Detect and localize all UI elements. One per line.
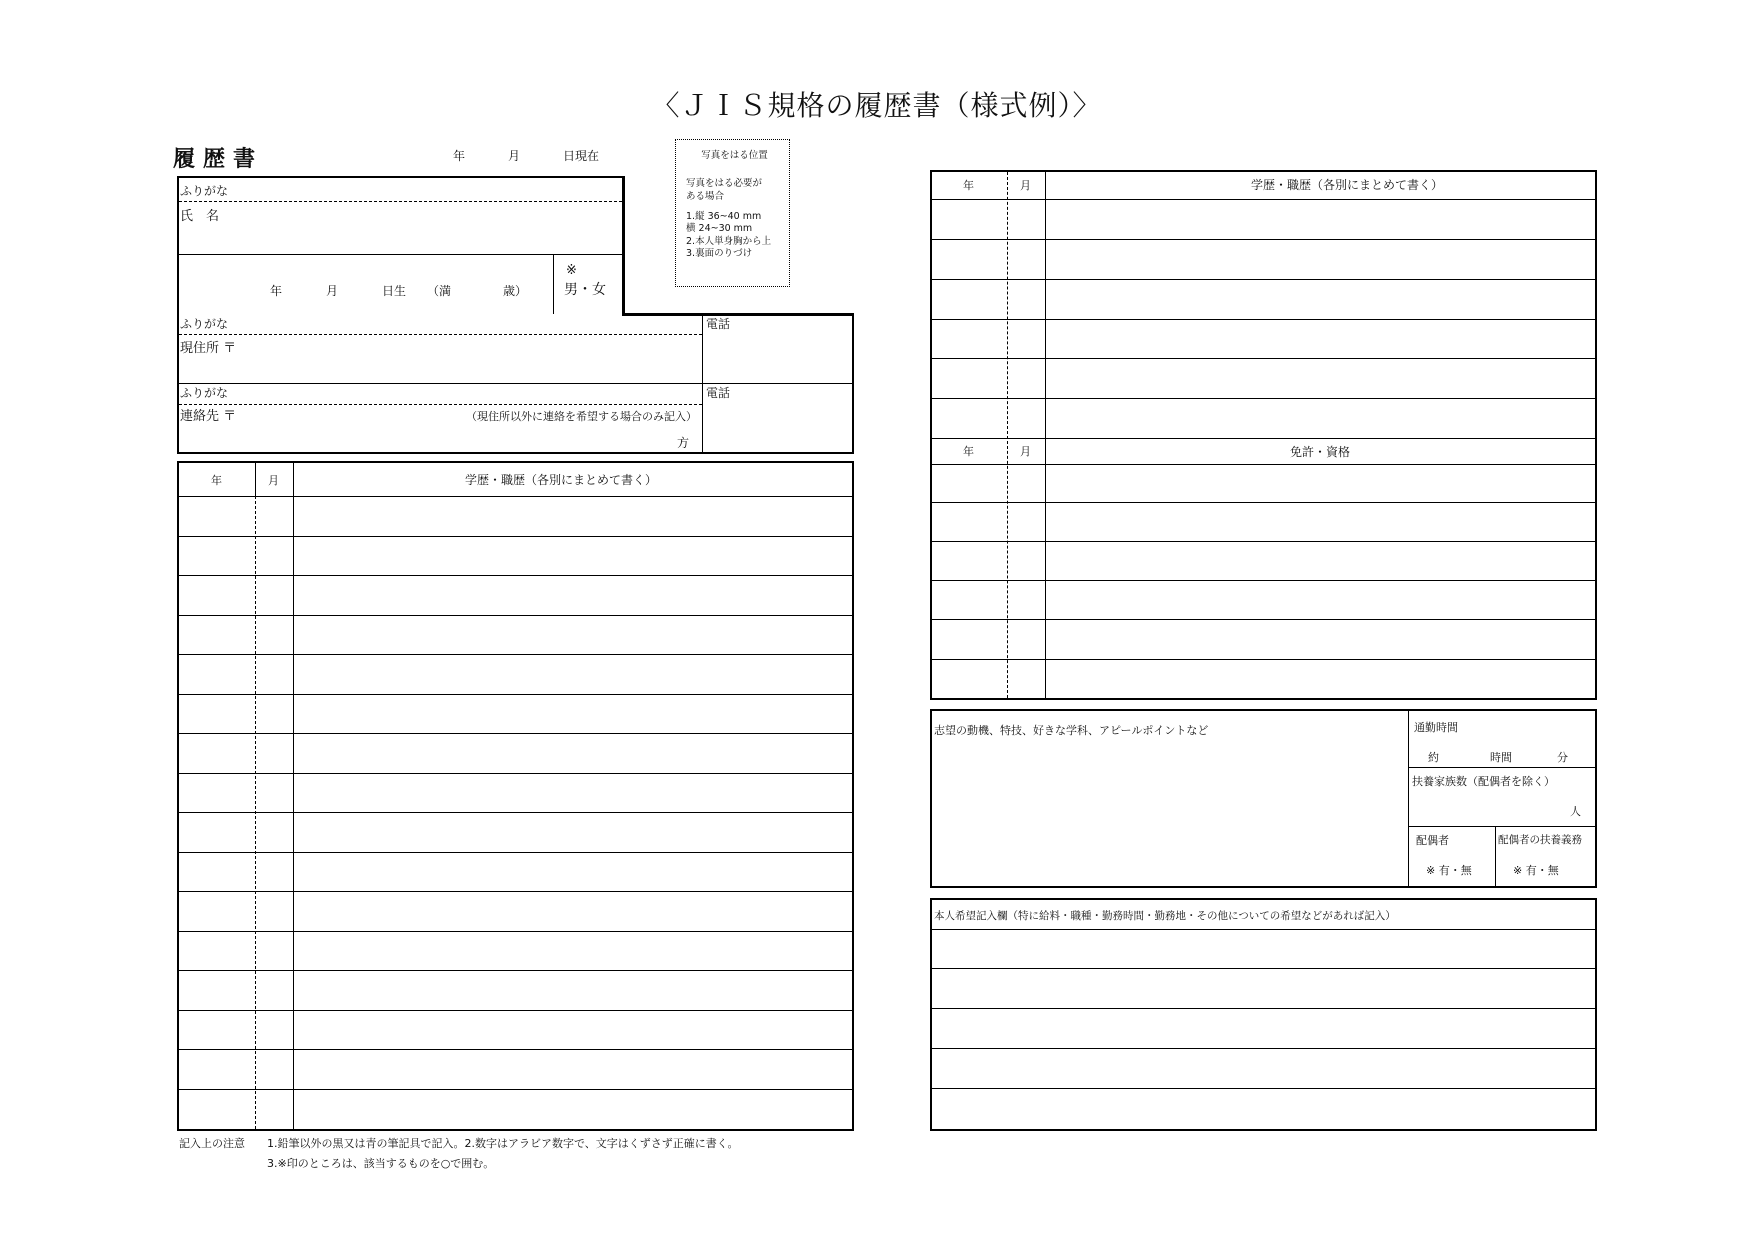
right-month-cell[interactable] xyxy=(1009,543,1044,578)
right-year-cell[interactable] xyxy=(933,360,1006,396)
right-month-cell[interactable] xyxy=(1009,321,1044,356)
right-entry-cell[interactable] xyxy=(1048,360,1593,396)
table-row-divider xyxy=(932,464,1595,465)
table-row-divider xyxy=(932,319,1595,320)
right-month-cell[interactable] xyxy=(1009,400,1044,436)
photo-line2: 横 24~30 mm xyxy=(686,223,753,235)
table-row-divider xyxy=(179,536,852,537)
history-year-cell[interactable] xyxy=(180,1012,254,1048)
history-year-cell[interactable] xyxy=(180,1051,254,1087)
spouse-value[interactable]: ※ 有・無 xyxy=(1426,864,1472,877)
history-year-cell[interactable] xyxy=(180,893,254,929)
table-row-divider xyxy=(932,929,1595,930)
history-month-header: 月 xyxy=(268,474,279,487)
contact-suffix: 方 xyxy=(677,436,690,450)
history-entry-cell[interactable] xyxy=(296,498,851,534)
table-row-divider xyxy=(179,812,852,813)
history-entry-cell[interactable] xyxy=(296,893,851,929)
right-month-cell[interactable] xyxy=(1009,504,1044,539)
age-close-label: 歳） xyxy=(503,284,528,298)
table-row-divider xyxy=(179,615,852,616)
history-column-header: 学歴・職歴（各別にまとめて書く） xyxy=(465,473,658,487)
right-entry-cell[interactable] xyxy=(1048,543,1593,578)
contact-furigana-label: ふりがな xyxy=(180,386,229,400)
phone2-label: 電話 xyxy=(706,386,731,400)
table-row-divider xyxy=(179,733,852,734)
history-entry-cell[interactable] xyxy=(296,617,851,653)
contact-address-field[interactable] xyxy=(240,407,660,451)
table-row-divider xyxy=(179,1089,852,1090)
notes-line1: 1.鉛筆以外の黒又は青の筆記具で記入。2.数字はアラビア数字で、文字はくずさず正確に書く。 xyxy=(267,1137,739,1150)
photo-line4: 3.裏面のりづけ xyxy=(686,248,753,260)
right-entry-cell[interactable] xyxy=(1048,466,1593,500)
requests-entry-cell[interactable] xyxy=(933,931,1593,966)
right-month-cell[interactable] xyxy=(1009,661,1044,696)
photo-note: 写真をはる必要が xyxy=(686,178,763,190)
right-history-year-header: 年 xyxy=(963,179,974,192)
history-month-cell[interactable] xyxy=(257,775,292,811)
right-entry-cell[interactable] xyxy=(1048,504,1593,539)
date-year-label: 年 xyxy=(453,149,466,163)
table-row-divider xyxy=(932,438,1595,439)
photo-line1: 1.縦 36~40 mm xyxy=(686,211,762,223)
table-row-divider xyxy=(932,1088,1595,1089)
history-month-cell[interactable] xyxy=(257,814,292,850)
current-address-label: 現住所 〒 xyxy=(180,341,237,356)
table-row-divider xyxy=(932,358,1595,359)
table-row-divider xyxy=(179,931,852,932)
support-value[interactable]: ※ 有・無 xyxy=(1513,864,1559,877)
table-row-divider xyxy=(179,970,852,971)
history-entry-cell[interactable] xyxy=(296,933,851,969)
commute-about: 約 xyxy=(1428,751,1439,764)
right-month-cell[interactable] xyxy=(1009,360,1044,396)
right-year-cell[interactable] xyxy=(933,543,1006,578)
contact-address-label: 連絡先 〒 xyxy=(180,409,237,424)
history-entry-cell[interactable] xyxy=(296,1051,851,1087)
right-month-cell[interactable] xyxy=(1009,241,1044,277)
page-title: 〈ＪＩＳ規格の履歴書（様式例）〉 xyxy=(651,89,1102,122)
history-year-cell[interactable] xyxy=(180,814,254,850)
phone-field[interactable] xyxy=(704,334,850,381)
history-year-cell[interactable] xyxy=(180,656,254,692)
gender-select[interactable]: 男・女 xyxy=(564,282,606,298)
right-entry-cell[interactable] xyxy=(1048,582,1593,617)
history-year-cell[interactable] xyxy=(180,538,254,574)
history-month-cell[interactable] xyxy=(257,735,292,771)
table-row-divider xyxy=(932,968,1595,969)
history-month-cell[interactable] xyxy=(257,893,292,929)
right-entry-cell[interactable] xyxy=(1048,321,1593,356)
history-header-divider xyxy=(179,496,852,497)
history-month-cell[interactable] xyxy=(257,854,292,890)
table-row-divider xyxy=(179,575,852,576)
right-year-cell[interactable] xyxy=(933,582,1006,617)
photo-line3: 2.本人単身胸から上 xyxy=(686,235,772,247)
table-row-divider xyxy=(932,580,1595,581)
commute-hours: 時間 xyxy=(1490,751,1512,764)
right-year-cell[interactable] xyxy=(933,504,1006,539)
birth-day-label: 日生 xyxy=(382,284,407,298)
history-month-cell[interactable] xyxy=(257,1051,292,1087)
current-address-field[interactable] xyxy=(240,337,700,381)
history-month-cell[interactable] xyxy=(257,972,292,1008)
table-row-divider xyxy=(932,398,1595,399)
notes-line2: 3.※印のところは、該当するものを○で囲む。 xyxy=(267,1157,495,1170)
table-row-divider xyxy=(179,1049,852,1050)
right-month-cell[interactable] xyxy=(1009,281,1044,317)
history-entry-cell[interactable] xyxy=(296,656,851,692)
right-entry-cell[interactable] xyxy=(1048,621,1593,657)
gender-mark: ※ xyxy=(566,263,577,278)
history-entry-cell[interactable] xyxy=(296,775,851,811)
right-year-cell[interactable] xyxy=(933,241,1006,277)
right-history-month-header: 月 xyxy=(1020,179,1031,192)
table-row-divider xyxy=(179,694,852,695)
right-entry-cell[interactable] xyxy=(1048,400,1593,436)
history-entry-cell[interactable] xyxy=(296,696,851,732)
name-field[interactable] xyxy=(180,204,620,252)
history-month-cell[interactable] xyxy=(257,617,292,653)
table-row-divider xyxy=(932,502,1595,503)
phone-label: 電話 xyxy=(706,317,731,331)
table-row-divider xyxy=(932,1048,1595,1049)
history-year-cell[interactable] xyxy=(180,498,254,534)
right-entry-cell[interactable] xyxy=(1048,201,1593,237)
dependents-unit: 人 xyxy=(1570,805,1581,818)
history-entry-cell[interactable] xyxy=(296,854,851,890)
table-row-divider xyxy=(932,1008,1595,1009)
history-year-cell[interactable] xyxy=(180,696,254,732)
history-year-cell[interactable] xyxy=(180,972,254,1008)
table-row-divider xyxy=(932,659,1595,660)
history-entry-cell[interactable] xyxy=(296,972,851,1008)
history-year-cell[interactable] xyxy=(180,735,254,771)
contact-note: （現住所以外に連絡を希望する場合のみ記入） xyxy=(466,410,697,423)
history-entry-cell[interactable] xyxy=(296,735,851,771)
photo-heading: 写真をはる位置 xyxy=(701,150,768,161)
right-year-cell[interactable] xyxy=(933,321,1006,356)
history-year-cell[interactable] xyxy=(180,933,254,969)
birth-year-label: 年 xyxy=(270,284,283,298)
document-title: 履歴書 xyxy=(173,147,264,172)
name-label: 氏 名 xyxy=(180,209,220,224)
history-year-cell[interactable] xyxy=(180,775,254,811)
history-entry-cell[interactable] xyxy=(296,577,851,613)
table-row-divider xyxy=(179,852,852,853)
history-month-cell[interactable] xyxy=(257,1012,292,1048)
license-column-header: 免許・資格 xyxy=(1290,445,1351,459)
date-month-label: 月 xyxy=(508,149,521,163)
phone2-field[interactable] xyxy=(704,403,850,450)
history-month-cell[interactable] xyxy=(257,498,292,534)
table-row-divider xyxy=(179,1010,852,1011)
requests-entry-cell[interactable] xyxy=(933,1010,1593,1046)
right-history-column-header: 学歴・職歴（各別にまとめて書く） xyxy=(1251,178,1444,192)
table-row-divider xyxy=(179,773,852,774)
birthdate-field[interactable] xyxy=(180,257,550,312)
history-month-cell[interactable] xyxy=(257,1091,292,1127)
address-furigana-label: ふりがな xyxy=(180,317,229,331)
right-year-cell[interactable] xyxy=(933,466,1006,500)
requests-entry-cell[interactable] xyxy=(933,1050,1593,1086)
table-row-divider xyxy=(179,891,852,892)
right-entry-cell[interactable] xyxy=(1048,241,1593,277)
right-entry-cell[interactable] xyxy=(1048,281,1593,317)
right-month-cell[interactable] xyxy=(1009,582,1044,617)
right-year-cell[interactable] xyxy=(933,661,1006,696)
birth-month-label: 月 xyxy=(326,284,339,298)
history-month-cell[interactable] xyxy=(257,696,292,732)
table-row-divider xyxy=(179,654,852,655)
history-year-cell[interactable] xyxy=(180,617,254,653)
license-month-header: 月 xyxy=(1020,445,1031,458)
license-year-header: 年 xyxy=(963,445,974,458)
history-year-cell[interactable] xyxy=(180,854,254,890)
history-month-cell[interactable] xyxy=(257,538,292,574)
photo-note2: ある場合 xyxy=(686,190,725,202)
right-entry-cell[interactable] xyxy=(1048,661,1593,696)
name-furigana-label: ふりがな xyxy=(180,184,229,198)
history-entry-cell[interactable] xyxy=(296,1091,851,1127)
spouse-label: 配偶者 xyxy=(1416,834,1449,847)
history-entry-cell[interactable] xyxy=(296,1012,851,1048)
table-row-divider xyxy=(932,279,1595,280)
motivation-label: 志望の動機、特技、好きな学科、アピールポイントなど xyxy=(934,724,1209,737)
photo-placeholder[interactable] xyxy=(675,139,790,287)
right-month-cell[interactable] xyxy=(1009,466,1044,500)
history-year-cell[interactable] xyxy=(180,577,254,613)
table-row-divider xyxy=(932,239,1595,240)
dependents-label: 扶養家族数（配偶者を除く） xyxy=(1412,775,1555,788)
spouse-support-label: 配偶者の扶養義務 xyxy=(1498,834,1582,846)
motivation-field[interactable] xyxy=(933,745,1403,883)
history-year-header: 年 xyxy=(211,474,222,487)
history-month-cell[interactable] xyxy=(257,577,292,613)
notes-label: 記入上の注意 xyxy=(179,1137,245,1150)
requests-entry-cell[interactable] xyxy=(933,1090,1593,1127)
right-year-cell[interactable] xyxy=(933,621,1006,657)
right-month-cell[interactable] xyxy=(1009,201,1044,237)
right-month-cell[interactable] xyxy=(1009,621,1044,657)
right-year-cell[interactable] xyxy=(933,201,1006,237)
commute-minutes: 分 xyxy=(1557,751,1568,764)
history-month-cell[interactable] xyxy=(257,656,292,692)
date-suffix-label: 日現在 xyxy=(563,149,600,163)
history-entry-cell[interactable] xyxy=(296,814,851,850)
age-open-label: （満 xyxy=(427,284,452,298)
history-month-cell[interactable] xyxy=(257,933,292,969)
right-year-cell[interactable] xyxy=(933,400,1006,436)
commute-label: 通勤時間 xyxy=(1414,721,1458,734)
requests-label: 本人希望記入欄（特に給料・職種・勤務時間・勤務地・その他についての希望などがあれば記入） xyxy=(934,910,1396,922)
requests-entry-cell[interactable] xyxy=(933,970,1593,1006)
history-entry-cell[interactable] xyxy=(296,538,851,574)
table-row-divider xyxy=(932,619,1595,620)
right-history-header-divider xyxy=(932,199,1595,200)
right-year-cell[interactable] xyxy=(933,281,1006,317)
table-row-divider xyxy=(932,541,1595,542)
history-year-cell[interactable] xyxy=(180,1091,254,1127)
